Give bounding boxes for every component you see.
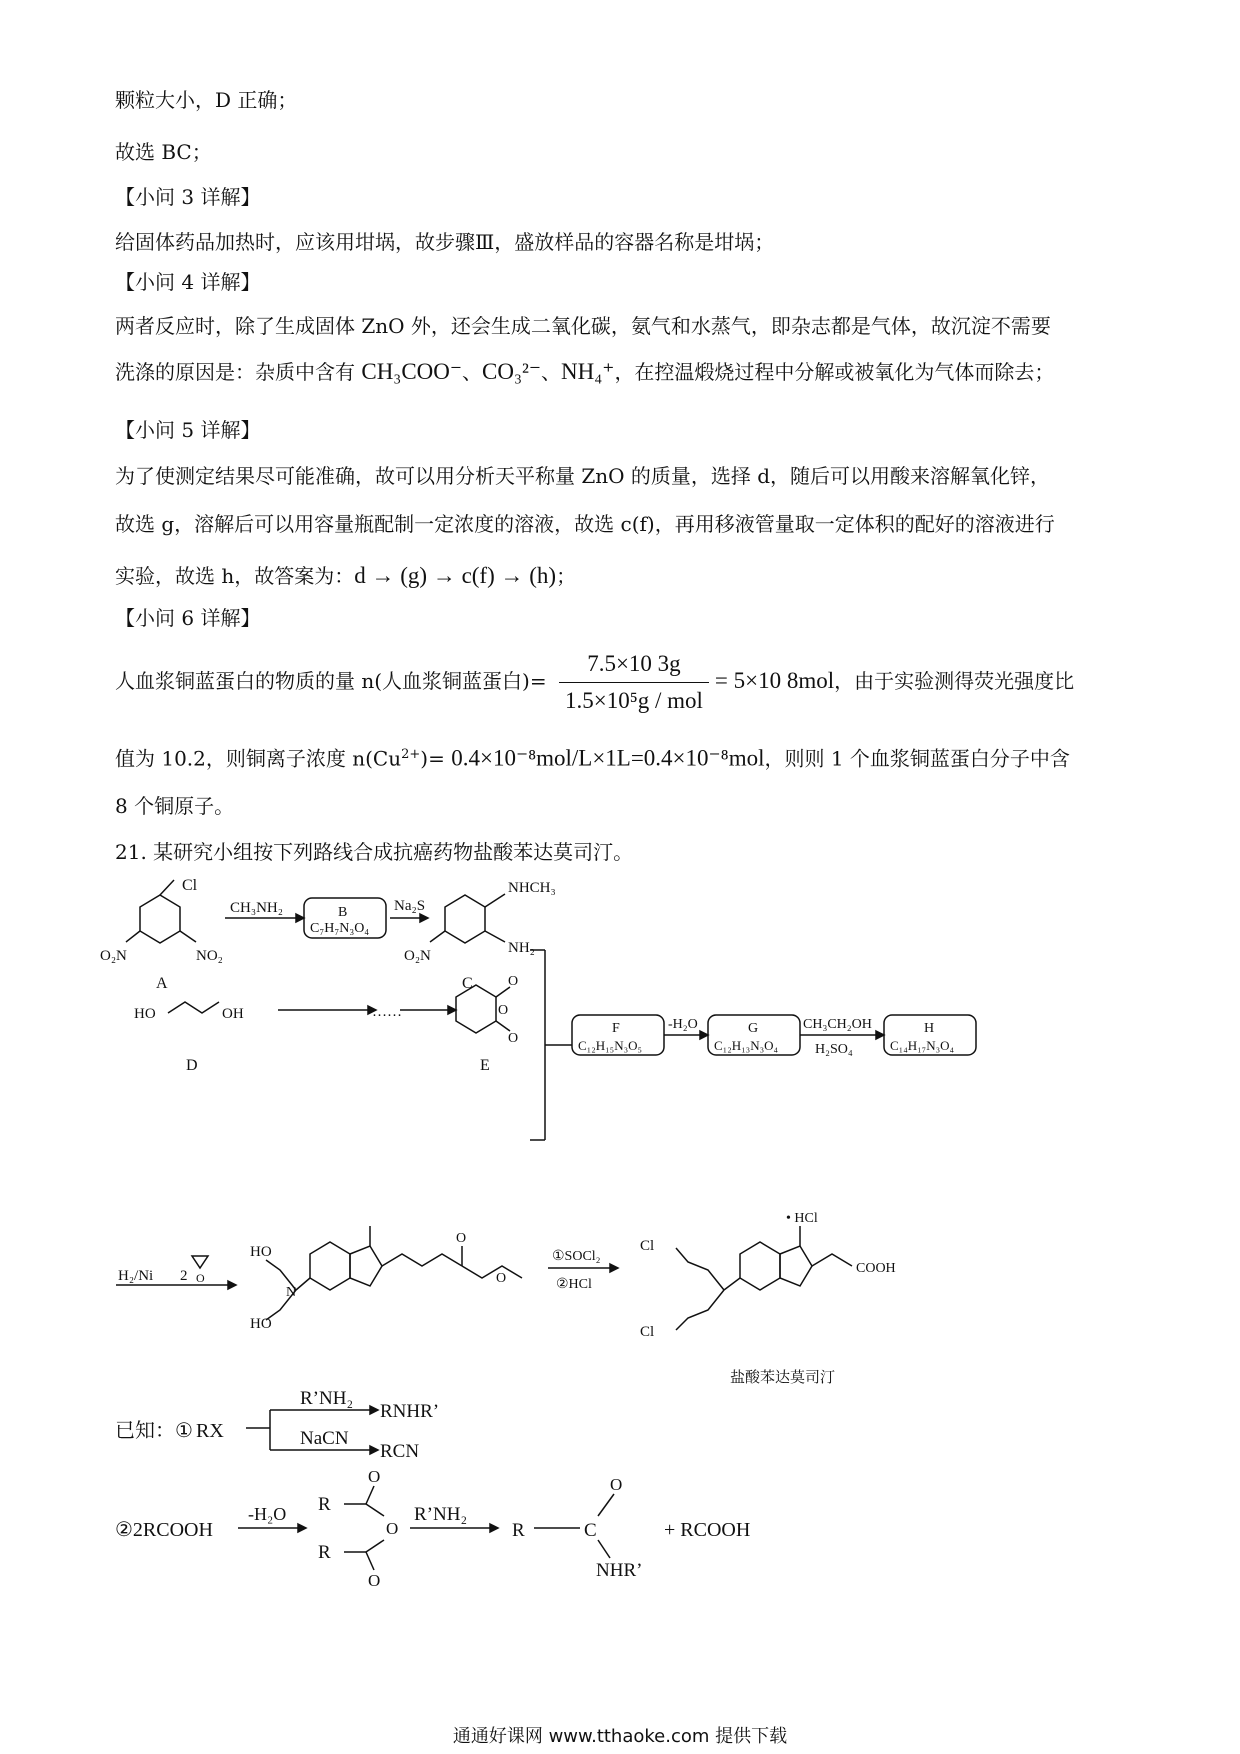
reagent: CH₃CH₂OH [803, 1017, 872, 1032]
text-line [115, 741, 1070, 773]
text-segment: 洗涤的原因是：杂质中含有 [115, 360, 355, 384]
scheme-label: Cl [640, 1238, 655, 1254]
scheme-label: O [496, 1271, 507, 1286]
text-line: 为了使测定结果尽可能准确，故可以用分析天平称量 ZnO 的质量，选择 d，随后可以用酸来溶解氧化锌， [115, 464, 1051, 488]
text-segment: ； [556, 564, 577, 588]
known-formula: + RCOOH [664, 1519, 751, 1541]
known-formula: O [386, 1519, 399, 1538]
scheme-label: N [286, 1285, 297, 1300]
scheme-label: …… [372, 1004, 402, 1020]
reaction-scheme [0, 870, 1240, 1390]
scheme-label: Cl [640, 1324, 655, 1340]
known-formula: O [368, 1571, 381, 1590]
question-title: 21. 某研究小组按下列路线合成抗癌药物盐酸苯达莫司汀。 [115, 840, 634, 864]
answer-sequence: d → (g) → c(f) → (h) [354, 563, 557, 588]
known-formula: ②2RCOOH [115, 1519, 213, 1541]
scheme-label: O₂N [100, 948, 127, 964]
molecular-formula: C₁₂H₁₅N₃O₅ [578, 1038, 643, 1053]
scheme-label: NO₂ [196, 948, 223, 964]
text-segment: )= [420, 746, 452, 771]
compound-label: G [748, 1021, 759, 1036]
scheme-label: • HCl [786, 1211, 818, 1226]
reagent: CH₃NH₂ [230, 900, 283, 916]
scheme-label: NHCH₃ [508, 880, 556, 896]
known-formula: R [318, 1542, 331, 1563]
known-formula: R [512, 1520, 525, 1541]
known-formula: RCN [380, 1441, 420, 1462]
known-formula: R’NH₂ [300, 1390, 354, 1409]
propanediol-chain [168, 1002, 219, 1013]
known-formula: R’NH₂ [414, 1504, 468, 1525]
text-line [115, 648, 1074, 717]
known-formula: O [368, 1467, 381, 1486]
scheme-label: O [456, 1231, 467, 1246]
scheme-label: HO [250, 1244, 272, 1260]
compound-label: C [462, 975, 473, 992]
calculation: 0.4×10⁻⁸mol/L×1L=0.4×10⁻⁸mol [451, 745, 765, 771]
compound-label: E [480, 1057, 490, 1074]
scheme-label: Cl [182, 877, 198, 894]
reagent: 2 [180, 1268, 188, 1284]
scheme-label: COOH [856, 1261, 896, 1276]
text-line: 8 个铜原子。 [115, 794, 235, 818]
known-formula: RNHR’ [380, 1401, 440, 1422]
text-line: 故选 BC； [115, 140, 212, 164]
reagent: ②HCl [556, 1277, 592, 1292]
ion-formula: CH₃COO⁻ [361, 359, 463, 384]
reagent: O [196, 1271, 205, 1285]
text-segment: 值为 10.2，则铜离子浓度 n(Cu [115, 746, 402, 771]
text-segment: ，则则 1 个血浆铜蓝蛋白分子中含 [764, 746, 1070, 771]
scheme-label: O [508, 1031, 519, 1046]
known-formula: NaCN [300, 1428, 349, 1449]
text-segment: ，由于实验测得荧光强度比 [834, 669, 1075, 693]
benzene-ring-product [740, 1242, 780, 1290]
section-heading: 【小问 5 详解】 [115, 418, 261, 442]
known-label: 已知：① [115, 1418, 193, 1442]
text-segment: ，在控温煅烧过程中分解或被氧化为气体而除去； [614, 360, 1055, 384]
ion-formula: CO₃²⁻ [482, 359, 542, 384]
ion-formula: NH₄⁺ [561, 359, 615, 384]
scheme-label: O [508, 974, 519, 989]
fraction-denominator: 1.5×10⁵g / mol [564, 688, 703, 713]
benzene-ring-a [140, 895, 180, 943]
text-line: 颗粒大小，D 正确； [115, 88, 298, 112]
known-formula: O [610, 1475, 623, 1494]
section-heading: 【小问 4 详解】 [115, 270, 261, 294]
section-heading: 【小问 3 详解】 [115, 185, 261, 209]
known-formula: R [318, 1494, 331, 1515]
reagent: ①SOCl₂ [552, 1249, 601, 1264]
section-heading: 【小问 6 详解】 [115, 606, 261, 630]
reagent: Na₂S [394, 898, 426, 914]
compound-label: F [612, 1021, 620, 1036]
compound-label: B [338, 905, 348, 920]
scheme-label: O₂N [404, 948, 431, 964]
anhydride-ring [456, 985, 496, 1033]
text-line: 两者反应时，除了生成固体 ZnO 外，还会生成二氧化碳，氨气和水蒸气，即杂志都是气体，故沉淀不需要 [115, 314, 1051, 338]
molecular-formula: C₁₂H₁₃N₃O₄ [714, 1038, 779, 1053]
text-line: 故选 g，溶解后可以用容量瓶配制一定浓度的溶液，故选 c(f)，再用移液管量取一定体积的配好的溶液进行 [115, 512, 1055, 536]
reagent: -H₂O [668, 1017, 698, 1032]
compound-label: H [924, 1021, 935, 1036]
known-formula: RX [196, 1420, 224, 1442]
benzene-ring-c [445, 895, 485, 943]
known-formula: C [584, 1520, 597, 1541]
scheme-label: OH [222, 1006, 244, 1022]
fraction-numerator: 7.5×10 3g [559, 648, 709, 683]
text-line [115, 562, 576, 590]
compound-label: D [186, 1057, 198, 1074]
known-formula: NHR’ [596, 1560, 643, 1581]
molecular-formula: C₁₄H₁₇N₃O₄ [890, 1038, 955, 1053]
product-name: 盐酸苯达莫司汀 [730, 1368, 836, 1386]
molecular-formula: C₇H₇N₃O₄ [310, 921, 370, 936]
text-line: 给固体药品加热时，应该用坩埚，故步骤Ⅲ，盛放样品的容器名称是坩埚； [115, 230, 775, 254]
charge: 2+ [401, 747, 421, 762]
reagent: H₂SO₄ [815, 1042, 853, 1057]
text-line: 洗涤的原因是：杂质中含有 CH₃COO⁻、CO₃²⁻、NH₄⁺，在控温煅烧过程中分解或被氧化为气体而除去； [115, 359, 1055, 384]
scheme-label: HO [134, 1006, 156, 1022]
compound-label: A [156, 975, 168, 992]
page-footer: 通通好课网 www.tthaoke.com 提供下载 [452, 1726, 788, 1747]
fraction [559, 648, 709, 717]
text-segment: 人血浆铜蓝蛋白的物质的量 n(人血浆铜蓝蛋白)= [115, 669, 547, 693]
known-reactions [0, 1390, 1240, 1600]
scheme-label: NH₂ [508, 940, 535, 956]
scheme-label: O [498, 1003, 509, 1018]
result-value: = 5×10 8mol [714, 668, 835, 693]
text-segment: 实验，故选 h，故答案为： [115, 564, 355, 588]
reagent: H₂/Ni [118, 1268, 154, 1284]
known-formula: -H₂O [248, 1504, 287, 1524]
benzene-ring-intermediate [310, 1242, 350, 1290]
scheme-label: HO [250, 1316, 272, 1332]
